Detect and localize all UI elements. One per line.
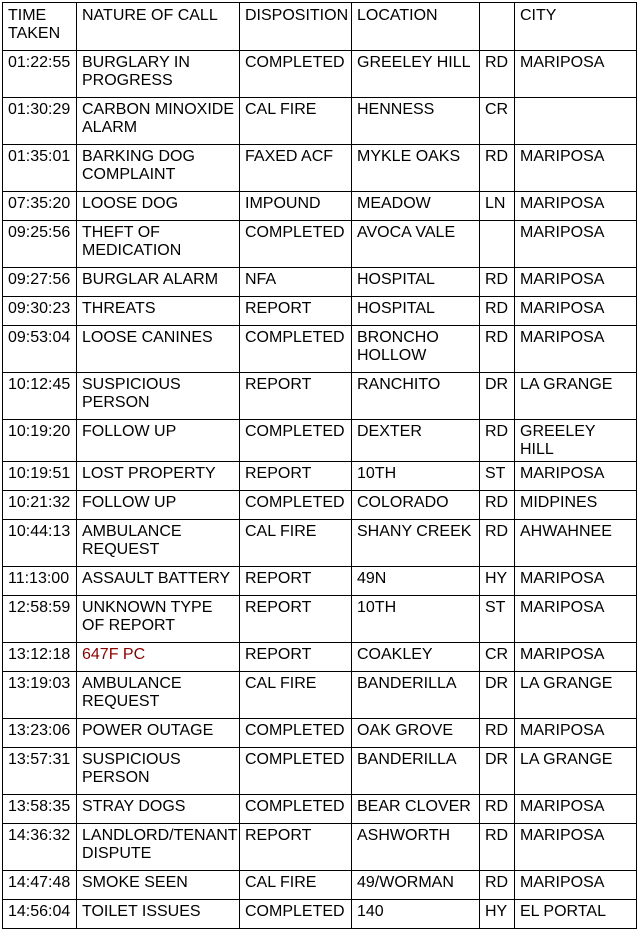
disposition-cell: COMPLETED: [240, 221, 352, 268]
time-cell: 10:21:32: [3, 491, 77, 520]
disposition-cell: COMPLETED: [240, 326, 352, 373]
street-suffix-cell: RD: [480, 824, 515, 871]
disposition-cell: REPORT: [240, 297, 352, 326]
table-row: [3, 221, 637, 268]
street-suffix-cell: RD: [480, 719, 515, 748]
table-row: [3, 462, 637, 491]
disposition-cell: COMPLETED: [240, 51, 352, 98]
header-time-taken: TIME TAKEN: [3, 3, 77, 51]
disposition-cell: COMPLETED: [240, 719, 352, 748]
city-cell: [515, 98, 637, 145]
time-cell: 14:36:32: [3, 824, 77, 871]
street-suffix-cell: CR: [480, 643, 515, 672]
nature-cell: POWER OUTAGE: [77, 719, 240, 748]
location-cell: BRONCHO HOLLOW: [352, 326, 480, 373]
location-cell: 49/WORMAN: [352, 871, 480, 900]
disposition-cell: REPORT: [240, 824, 352, 871]
nature-cell: 647F PC: [77, 643, 240, 672]
disposition-cell: CAL FIRE: [240, 98, 352, 145]
street-suffix-cell: RD: [480, 145, 515, 192]
location-cell: 49N: [352, 567, 480, 596]
nature-cell: LOST PROPERTY: [77, 462, 240, 491]
street-suffix-cell: ST: [480, 462, 515, 491]
location-cell: GREELEY HILL: [352, 51, 480, 98]
street-suffix-cell: LN: [480, 192, 515, 221]
location-cell: HOSPITAL: [352, 268, 480, 297]
city-cell: MARIPOSA: [515, 51, 637, 98]
city-cell: MARIPOSA: [515, 643, 637, 672]
disposition-cell: REPORT: [240, 643, 352, 672]
time-cell: 14:47:48: [3, 871, 77, 900]
nature-cell: CARBON MINOXIDE ALARM: [77, 98, 240, 145]
time-cell: 01:22:55: [3, 51, 77, 98]
call-log-table: [2, 2, 637, 929]
time-cell: 13:57:31: [3, 748, 77, 795]
table-row: [3, 672, 637, 719]
disposition-cell: FAXED ACF: [240, 145, 352, 192]
disposition-cell: IMPOUND: [240, 192, 352, 221]
table-row: [3, 268, 637, 297]
city-cell: MARIPOSA: [515, 795, 637, 824]
time-cell: 09:53:04: [3, 326, 77, 373]
street-suffix-cell: HY: [480, 900, 515, 929]
disposition-cell: REPORT: [240, 596, 352, 643]
time-cell: 13:23:06: [3, 719, 77, 748]
nature-cell: FOLLOW UP: [77, 420, 240, 462]
call-log-body: [3, 51, 637, 929]
nature-cell: THREATS: [77, 297, 240, 326]
disposition-cell: NFA: [240, 268, 352, 297]
street-suffix-cell: RD: [480, 51, 515, 98]
header-disposition: DISPOSITION: [240, 3, 352, 51]
disposition-cell: CAL FIRE: [240, 520, 352, 567]
table-row: [3, 420, 637, 462]
street-suffix-cell: RD: [480, 520, 515, 567]
table-row: [3, 748, 637, 795]
table-row: [3, 596, 637, 643]
nature-cell: SUSPICIOUS PERSON: [77, 373, 240, 420]
nature-cell: SUSPICIOUS PERSON: [77, 748, 240, 795]
city-cell: LA GRANGE: [515, 373, 637, 420]
table-row: [3, 491, 637, 520]
street-suffix-cell: RD: [480, 268, 515, 297]
nature-cell: THEFT OF MEDICATION: [77, 221, 240, 268]
city-cell: MARIPOSA: [515, 824, 637, 871]
location-cell: 10TH: [352, 462, 480, 491]
time-cell: 09:25:56: [3, 221, 77, 268]
time-cell: 09:27:56: [3, 268, 77, 297]
location-cell: DEXTER: [352, 420, 480, 462]
street-suffix-cell: DR: [480, 373, 515, 420]
nature-cell: AMBULANCE REQUEST: [77, 520, 240, 567]
city-cell: MARIPOSA: [515, 462, 637, 491]
time-cell: 09:30:23: [3, 297, 77, 326]
table-row: [3, 192, 637, 221]
location-cell: SHANY CREEK: [352, 520, 480, 567]
table-row: [3, 51, 637, 98]
location-cell: RANCHITO: [352, 373, 480, 420]
street-suffix-cell: [480, 221, 515, 268]
time-cell: 13:12:18: [3, 643, 77, 672]
time-cell: 10:44:13: [3, 520, 77, 567]
nature-cell: LOOSE DOG: [77, 192, 240, 221]
disposition-cell: COMPLETED: [240, 748, 352, 795]
location-cell: BANDERILLA: [352, 672, 480, 719]
city-cell: EL PORTAL: [515, 900, 637, 929]
disposition-cell: COMPLETED: [240, 420, 352, 462]
nature-cell: FOLLOW UP: [77, 491, 240, 520]
table-row: [3, 297, 637, 326]
street-suffix-cell: ST: [480, 596, 515, 643]
disposition-cell: CAL FIRE: [240, 672, 352, 719]
nature-cell: AMBULANCE REQUEST: [77, 672, 240, 719]
table-row: [3, 145, 637, 192]
time-cell: 13:58:35: [3, 795, 77, 824]
city-cell: MARIPOSA: [515, 268, 637, 297]
time-cell: 10:12:45: [3, 373, 77, 420]
disposition-cell: REPORT: [240, 567, 352, 596]
time-cell: 10:19:20: [3, 420, 77, 462]
city-cell: LA GRANGE: [515, 672, 637, 719]
city-cell: GREELEY HILL: [515, 420, 637, 462]
location-cell: COAKLEY: [352, 643, 480, 672]
street-suffix-cell: RD: [480, 871, 515, 900]
location-cell: 140: [352, 900, 480, 929]
nature-cell: STRAY DOGS: [77, 795, 240, 824]
nature-cell: UNKNOWN TYPE OF REPORT: [77, 596, 240, 643]
city-cell: MARIPOSA: [515, 145, 637, 192]
location-cell: BEAR CLOVER: [352, 795, 480, 824]
table-row: [3, 567, 637, 596]
street-suffix-cell: RD: [480, 297, 515, 326]
header-nature-of-call: NATURE OF CALL: [77, 3, 240, 51]
city-cell: MARIPOSA: [515, 596, 637, 643]
street-suffix-cell: CR: [480, 98, 515, 145]
city-cell: MARIPOSA: [515, 192, 637, 221]
disposition-cell: COMPLETED: [240, 795, 352, 824]
time-cell: 14:56:04: [3, 900, 77, 929]
disposition-cell: CAL FIRE: [240, 871, 352, 900]
header-street-suffix: [480, 3, 515, 51]
city-cell: LA GRANGE: [515, 748, 637, 795]
time-cell: 10:19:51: [3, 462, 77, 491]
disposition-cell: COMPLETED: [240, 900, 352, 929]
street-suffix-cell: RD: [480, 795, 515, 824]
table-row: [3, 871, 637, 900]
disposition-cell: REPORT: [240, 462, 352, 491]
nature-cell: ASSAULT BATTERY: [77, 567, 240, 596]
table-row: [3, 795, 637, 824]
city-cell: MARIPOSA: [515, 871, 637, 900]
street-suffix-cell: DR: [480, 672, 515, 719]
city-cell: MARIPOSA: [515, 719, 637, 748]
nature-cell: LANDLORD/TENANT DISPUTE: [77, 824, 240, 871]
city-cell: MIDPINES: [515, 491, 637, 520]
table-row: [3, 373, 637, 420]
location-cell: ASHWORTH: [352, 824, 480, 871]
disposition-cell: REPORT: [240, 373, 352, 420]
nature-cell: SMOKE SEEN: [77, 871, 240, 900]
time-cell: 01:30:29: [3, 98, 77, 145]
city-cell: MARIPOSA: [515, 567, 637, 596]
time-cell: 07:35:20: [3, 192, 77, 221]
location-cell: AVOCA VALE: [352, 221, 480, 268]
nature-cell: LOOSE CANINES: [77, 326, 240, 373]
location-cell: COLORADO: [352, 491, 480, 520]
nature-cell: TOILET ISSUES: [77, 900, 240, 929]
location-cell: MYKLE OAKS: [352, 145, 480, 192]
table-row: [3, 824, 637, 871]
city-cell: AHWAHNEE: [515, 520, 637, 567]
city-cell: MARIPOSA: [515, 326, 637, 373]
header-city: CITY: [515, 3, 637, 51]
time-cell: 13:19:03: [3, 672, 77, 719]
location-cell: OAK GROVE: [352, 719, 480, 748]
time-cell: 12:58:59: [3, 596, 77, 643]
nature-cell: BURGLAR ALARM: [77, 268, 240, 297]
table-row: [3, 326, 637, 373]
location-cell: BANDERILLA: [352, 748, 480, 795]
location-cell: 10TH: [352, 596, 480, 643]
table-row: [3, 98, 637, 145]
disposition-cell: COMPLETED: [240, 491, 352, 520]
location-cell: HOSPITAL: [352, 297, 480, 326]
street-suffix-cell: RD: [480, 420, 515, 462]
location-cell: MEADOW: [352, 192, 480, 221]
table-row: [3, 643, 637, 672]
table-row: [3, 520, 637, 567]
location-cell: HENNESS: [352, 98, 480, 145]
nature-cell: BARKING DOG COMPLAINT: [77, 145, 240, 192]
header-location: LOCATION: [352, 3, 480, 51]
street-suffix-cell: DR: [480, 748, 515, 795]
time-cell: 11:13:00: [3, 567, 77, 596]
time-cell: 01:35:01: [3, 145, 77, 192]
street-suffix-cell: RD: [480, 491, 515, 520]
city-cell: MARIPOSA: [515, 297, 637, 326]
nature-cell: BURGLARY IN PROGRESS: [77, 51, 240, 98]
street-suffix-cell: HY: [480, 567, 515, 596]
table-row: [3, 719, 637, 748]
header-row: [3, 3, 637, 51]
street-suffix-cell: RD: [480, 326, 515, 373]
city-cell: MARIPOSA: [515, 221, 637, 268]
table-row: [3, 900, 637, 929]
